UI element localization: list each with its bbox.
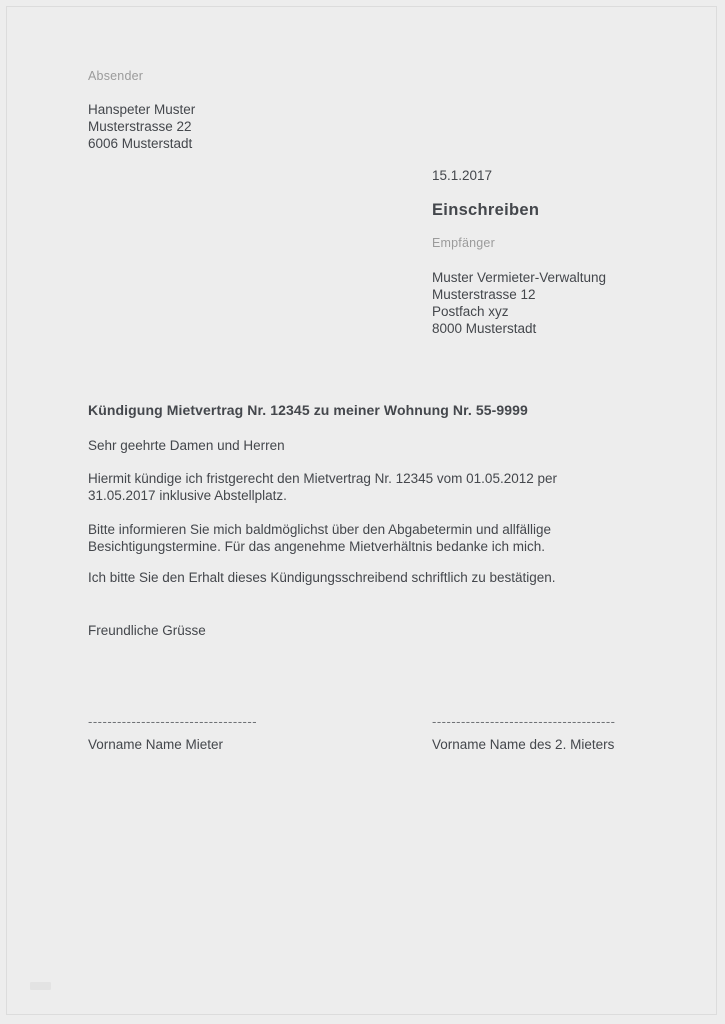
recipient-name: Muster Vermieter-Verwaltung: [432, 270, 607, 285]
signature-block-tenant-2: [432, 716, 616, 752]
recipient-label: Empfänger: [432, 236, 495, 250]
signature-block-tenant-1: [88, 716, 257, 752]
closing: Freundliche Grüsse: [88, 623, 206, 638]
recipient-street: Musterstrasse 12: [432, 287, 536, 302]
body-paragraph-3: Ich bitte Sie den Erhalt dieses Kündigungsschreibend schriftlich zu bestätigen.: [88, 570, 556, 585]
sender-label: Absender: [88, 69, 144, 83]
sender-city: 6006 Musterstadt: [88, 136, 193, 151]
sender-name: Hanspeter Muster: [88, 102, 196, 117]
sender-address-block: [88, 101, 195, 152]
delivery-method: Einschreiben: [432, 201, 540, 219]
signature-line: --------------------------------------: [432, 714, 616, 729]
recipient-pobox: Postfach xyz: [432, 304, 509, 319]
body-paragraph-2: Bitte informieren Sie mich baldmöglichst über den Abgabetermin und allfällige Besichtigungstermine. Für das angenehme Mietverhältnis bedanke ich mich.: [88, 522, 552, 554]
salutation: Sehr geehrte Damen und Herren: [88, 438, 285, 453]
body-paragraph-1: Hiermit kündige ich fristgerecht den Mietvertrag Nr. 12345 vom 01.05.2012 per 31.05.2017 inklusive Abstellplatz.: [88, 471, 557, 503]
recipient-city: 8000 Musterstadt: [432, 321, 537, 336]
signature-label-tenant-2: Vorname Name des 2. Mieters: [432, 737, 615, 752]
signature-label-tenant-1: Vorname Name Mieter: [88, 737, 224, 752]
subject-line: Kündigung Mietvertrag Nr. 12345 zu meiner Wohnung Nr. 55-9999: [88, 402, 528, 418]
signature-line: -----------------------------------: [88, 714, 258, 729]
recipient-address-block: [432, 269, 606, 337]
page-border: [6, 6, 717, 1015]
letter-date: 15.1.2017: [432, 168, 493, 183]
faint-footer-mark: [30, 982, 51, 990]
sender-street: Musterstrasse 22: [88, 119, 192, 134]
